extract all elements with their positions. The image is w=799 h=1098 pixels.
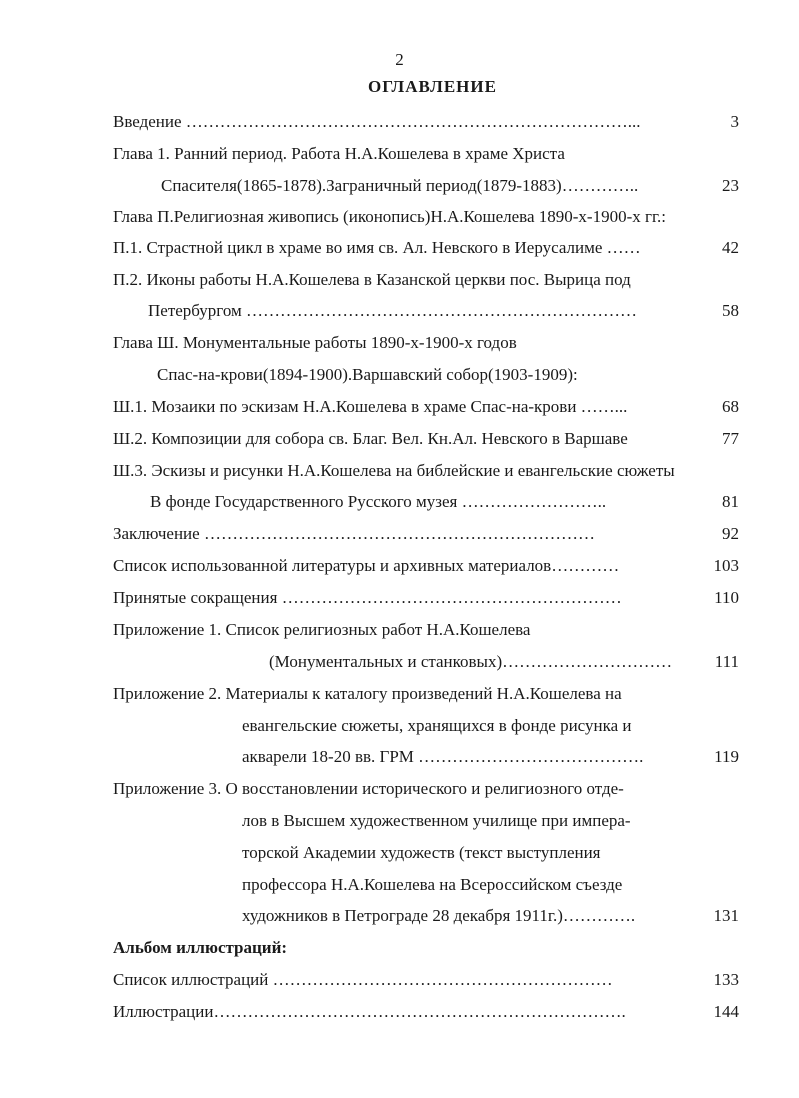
toc-entry-text: Принятые сокращения ……………………………………………………	[113, 588, 622, 607]
toc-entry-appendix-2-cont-2	[113, 746, 739, 768]
toc-entry-abbreviations	[113, 587, 739, 609]
toc-entry-text: Глава Ш. Монументальные работы 1890-х-1900-х годов	[113, 333, 517, 352]
toc-page-number: 81	[722, 492, 739, 511]
toc-entry-text: Введение ……………………………………………………………………...	[113, 112, 641, 131]
toc-entry-illustration-list	[113, 969, 739, 991]
toc-entry-text: Ш.1. Мозаики по эскизам Н.А.Кошелева в храме Спас-на-крови ……...	[113, 397, 628, 416]
toc-page-number: 58	[722, 301, 739, 320]
toc-entry-conclusion	[113, 523, 739, 545]
toc-entry-section-3-1	[113, 396, 739, 418]
toc-entry-text: Список иллюстраций ……………………………………………………	[113, 970, 613, 989]
toc-page-number: 119	[714, 747, 739, 766]
toc-entry-text: Спасителя(1865-1878).Заграничный период(1879-1883)…………..	[161, 176, 639, 195]
toc-entry-chapter-3	[113, 332, 739, 354]
toc-entry-text: профессора Н.А.Кошелева на Всероссийском съезде	[242, 875, 623, 894]
toc-entry-text: евангельские сюжеты, хранящихся в фонде рисунка и	[242, 716, 632, 735]
toc-entry-text: торской Академии художеств (текст выступления	[242, 843, 601, 862]
toc-entry-text: Глава 1. Ранний период. Работа Н.А.Кошелева в храме Христа	[113, 144, 565, 163]
toc-entry-section-2-2-cont	[113, 300, 739, 322]
toc-entry-chapter-1	[113, 143, 739, 165]
toc-entry-appendix-2	[113, 683, 739, 705]
toc-page-number: 3	[730, 112, 739, 131]
toc-entry-text: Приложение 3. О восстановлении исторического и религиозного отде-	[113, 779, 624, 798]
toc-entry-appendix-3-cont-2	[113, 842, 739, 864]
toc-page-number: 77	[722, 429, 739, 448]
toc-entry-text: Альбом иллюстраций:	[113, 938, 288, 957]
toc-entry-appendix-3-cont-3	[113, 874, 739, 896]
toc-entry-appendix-3-cont-1	[113, 810, 739, 832]
toc-entry-text: Заключение ……………………………………………………………	[113, 524, 595, 543]
toc-entry-text: Петербургом ……………………………………………………………	[148, 301, 638, 320]
toc-entry-chapter-3-cont	[113, 364, 739, 386]
toc-entry-section-3-3	[113, 460, 739, 482]
toc-entry-text: Список использованной литературы и архивных материалов…………	[113, 556, 620, 575]
toc-page-number: 42	[722, 238, 739, 257]
toc-entry-section-3-2	[113, 428, 739, 450]
toc-entry-text: В фонде Государственного Русского музея ……………………..	[150, 492, 607, 511]
toc-entry-text: Приложение 1. Список религиозных работ Н.А.Кошелева	[113, 620, 531, 639]
toc-entry-text: Приложение 2. Материалы к каталогу произведений Н.А.Кошелева на	[113, 684, 622, 703]
toc-entry-section-2-2	[113, 269, 739, 291]
toc-entry-introduction	[113, 111, 739, 133]
toc-entry-illustrations	[113, 1001, 739, 1023]
toc-entry-appendix-1-cont	[113, 651, 739, 673]
toc-entry-section-3-3-cont	[113, 491, 739, 513]
toc-entry-text: Глава П.Религиозная живопись (иконопись)Н.А.Кошелева 1890-х-1900-х гг.:	[113, 207, 667, 226]
toc-page-number: 110	[714, 588, 739, 607]
page-number: 2	[395, 50, 404, 69]
toc-page-number: 23	[722, 176, 739, 195]
toc-entry-text: Ш.3. Эскизы и рисунки Н.А.Кошелева на библейские и евангельские сюжеты	[113, 461, 675, 480]
toc-entry-text: П.1. Страстной цикл в храме во имя св. Ал. Невского в Иерусалиме ……	[113, 238, 641, 257]
toc-page-number: 103	[713, 556, 739, 575]
toc-entry-appendix-1	[113, 619, 739, 641]
toc-page-number: 68	[722, 397, 739, 416]
toc-entry-text: Иллюстрации……………………………………………………………….	[113, 1002, 626, 1021]
toc-entry-text: акварели 18-20 вв. ГРМ ………………………………….	[242, 747, 644, 766]
toc-entry-appendix-3-cont-4	[113, 905, 739, 927]
toc-entry-text: П.2. Иконы работы Н.А.Кошелева в Казанской церкви пос. Вырица под	[113, 270, 631, 289]
toc-entry-text: Ш.2. Композиции для собора св. Благ. Вел. Кн.Ал. Невского в Варшаве	[113, 429, 628, 448]
toc-page-number: 144	[713, 1002, 739, 1021]
toc-entry-text: художников в Петрограде 28 декабря 1911г.)………….	[242, 906, 636, 925]
toc-entry-appendix-2-cont-1	[113, 715, 739, 737]
page-title: ОГЛАВЛЕНИЕ	[368, 77, 497, 96]
toc-heading-album	[113, 937, 739, 959]
toc-page-number: 133	[713, 970, 739, 989]
toc-entry-section-2-1	[113, 237, 739, 259]
toc-entry-appendix-3	[113, 778, 739, 800]
toc-entry-text: Спас-на-крови(1894-1900).Варшавский собор(1903-1909):	[157, 365, 578, 384]
toc-page-number: 131	[713, 906, 739, 925]
toc-page-number: 111	[714, 652, 739, 671]
toc-entry-bibliography	[113, 555, 739, 577]
toc-entry-chapter-1-cont	[113, 175, 739, 197]
toc-entry-chapter-2	[113, 206, 739, 228]
toc-page-number: 92	[722, 524, 739, 543]
toc-entry-text: (Монументальных и станковых)…………………………	[269, 652, 673, 671]
toc-entry-text: лов в Высшем художественном училище при импера-	[242, 811, 631, 830]
